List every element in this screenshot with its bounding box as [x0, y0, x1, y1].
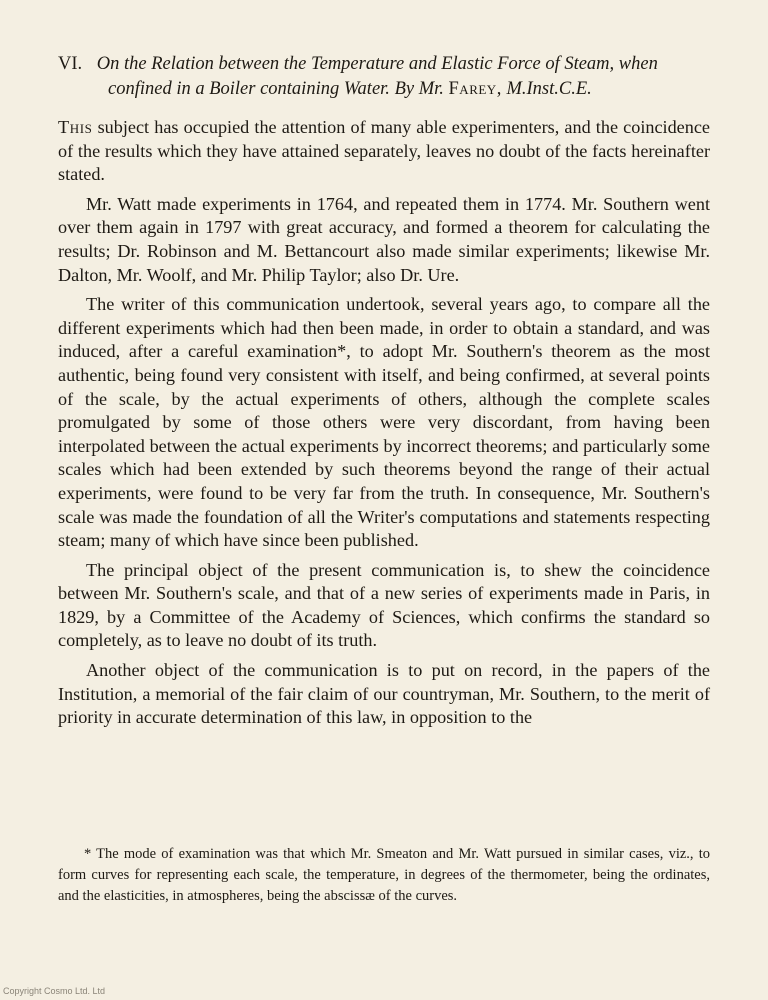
author-credential: M.Inst.C.E. [506, 79, 592, 99]
heading-line-2 [58, 77, 698, 102]
paragraph-1-text: subject has occupied the attention of many able experimenters, and the coincidence of the results which they have attained separately, leaves no doubt of the facts hereinafter stated. [58, 117, 710, 185]
heading-line-1 [58, 52, 698, 77]
author-name: Farey, [448, 79, 502, 99]
paragraph-3: The writer of this communication undertook, several years ago, to compare all the different experiments which had then been made, in order to obtain a standard, and was induced, after a careful examination*, to adopt Mr. Southern's theorem as the most authentic, being found very consistent with itself, and being confirmed, at several points of the scale, by the actual experiments of others, although the complete scales promulgated by some of those others were very discordant, from having been interpolated between the actual experiments by incorrect theorems; and particularly some scales which had been extended by such theorems beyond the range of their actual experiments, were found to be very far from the truth. In consequence, Mr. Southern's scale was made the foundation of all the Writer's computations and statements respecting steam; many of which have since been published. [58, 294, 710, 551]
paragraph-2: Mr. Watt made experiments in 1764, and repeated them in 1774. Mr. Southern went over them again in 1797 with great accuracy, and formed a theorem for calculating the results; Dr. Robinson and M. Bettancourt also made similar experiments; likewise Mr. Dalton, Mr. Woolf, and Mr. Philip Taylor; also Dr. Ure. [58, 193, 710, 285]
byline-prefix: By Mr. [394, 79, 444, 99]
paragraph-1-lead: This [58, 117, 93, 137]
article-title-line-1: On the Relation between the Temperature and Elastic Force of Steam, when [96, 54, 658, 74]
section-number: VI. [58, 54, 83, 74]
paragraph-5: Another object of the communication is to put on record, in the papers of the Institution, a memorial of the fair claim of our countryman, Mr. Southern, to the merit of priority in accurate determination of this law, in opposition to the [58, 660, 710, 728]
copyright-watermark: Copyright Cosmo Ltd. Ltd [3, 986, 106, 996]
footnote-text: * The mode of examination was that which Mr. Smeaton and Mr. Watt pursued in similar cases, viz., to form curves for representing each scale, the temperature, in degrees of the thermometer, being the ordinates, and the elasticities, in atmospheres, being the abscissæ of the curves. [58, 846, 710, 904]
article-body [58, 116, 710, 736]
paragraph-4: The principal object of the present communication is, to shew the coincidence between Mr. Southern's scale, and that of a new series of experiments made in Paris, in 1829, by a Committee of the Academy of Sciences, which confirms the standard so completely, as to leave no doubt of its truth. [58, 559, 710, 651]
article-heading [58, 52, 698, 102]
article-title-line-2: confined in a Boiler containing Water. [108, 79, 390, 99]
paragraph-1 [58, 116, 710, 187]
footnote [58, 844, 710, 906]
